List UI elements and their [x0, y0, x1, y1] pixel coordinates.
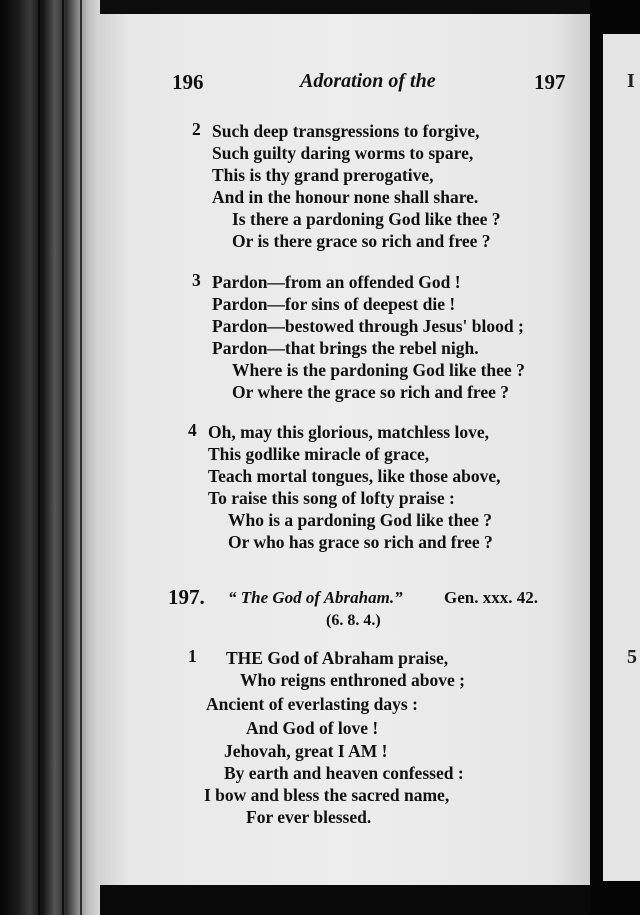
stanza-number: 3 [192, 270, 201, 290]
hymn-title: “ The God of Abraham.” [228, 588, 403, 607]
hymn-meter: (6. 8. 4.) [326, 612, 381, 629]
verse-line: To raise this song of lofty praise : [208, 488, 455, 508]
verse-line: Oh, may this glorious, matchless love, [208, 422, 489, 442]
verse-line: Where is the pardoning God like thee ? [232, 360, 525, 380]
verse-line: Who reigns enthroned above ; [240, 670, 465, 690]
spine-fold-line [38, 0, 40, 915]
verse-line: Or where the grace so rich and free ? [232, 382, 510, 402]
verse-line: THE God of Abraham praise, [226, 648, 449, 668]
verse-line: I bow and bless the sacred name, [204, 785, 450, 805]
verse-line: And God of love ! [246, 718, 379, 738]
verse-line: This is thy grand prerogative, [212, 165, 434, 185]
stanza-number: 1 [188, 646, 197, 666]
facing-page-edge [603, 34, 640, 881]
scripture-reference: Gen. xxx. 42. [444, 588, 538, 607]
book-spine [0, 0, 100, 915]
spine-fold-line [80, 0, 82, 915]
verse-line: And in the honour none shall share. [212, 187, 479, 207]
page-number-right: 197 [534, 70, 566, 94]
verse-line: Is there a pardoning God like thee ? [232, 209, 501, 229]
verse-line: Pardon—bestowed through Jesus' blood ; [212, 316, 524, 336]
verse-line: Jehovah, great I AM ! [224, 741, 388, 761]
verse-line: By earth and heaven confessed : [224, 763, 464, 783]
verse-line: Ancient of everlasting days : [206, 694, 418, 714]
verse-line: For ever blessed. [246, 807, 372, 827]
hymn-number: 197. [168, 585, 205, 609]
facing-page-fragment: I [627, 70, 635, 92]
verse-line: This godlike miracle of grace, [208, 444, 430, 464]
verse-line: Such deep transgressions to forgive, [212, 121, 480, 141]
verse-line: Teach mortal tongues, like those above, [208, 466, 501, 486]
page-bottom-shadow [100, 885, 590, 915]
facing-page-fragment: 5 [627, 646, 637, 668]
verse-line: Or who has grace so rich and free ? [228, 532, 493, 552]
verse-line: Who is a pardoning God like thee ? [228, 510, 493, 530]
verse-line: Such guilty daring worms to spare, [212, 143, 474, 163]
stanza-number: 2 [192, 119, 201, 139]
verse-line: Pardon—that brings the rebel nigh. [212, 338, 479, 358]
verse-line: Or is there grace so rich and free ? [232, 231, 491, 251]
page-number-left: 196 [172, 70, 204, 94]
spine-fold-line [62, 0, 64, 915]
stanza-number: 4 [188, 420, 197, 440]
verse-line: Pardon—for sins of deepest die ! [212, 294, 456, 314]
verse-line: Pardon—from an offended God ! [212, 272, 461, 292]
running-header-title: Adoration of the [300, 70, 436, 92]
book-page [100, 14, 590, 885]
